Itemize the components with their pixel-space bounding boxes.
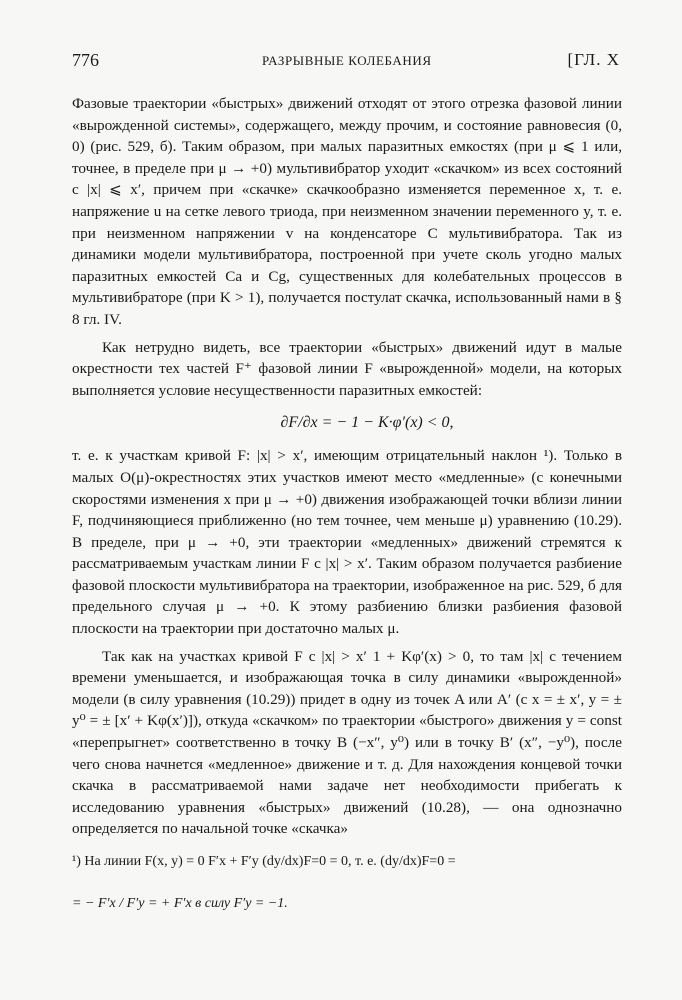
running-title: РАЗРЫВНЫЕ КОЛЕБАНИЯ	[262, 53, 432, 68]
page-number: 776	[72, 50, 99, 70]
page-header	[72, 50, 620, 74]
main-text	[72, 93, 622, 840]
chapter-label: [ГЛ. X	[567, 50, 620, 69]
footnote-line-2: = − F′x / F′y = + F′x в силу F′y = −1.	[72, 896, 288, 911]
paragraph-3: т. е. к участкам кривой F: |x| > x′, имеющим отрицательный наклон ¹). Только в малых O(μ)-окрестностях этих участков имеют место «медленные» (с конечными скоростями изменения x при μ → +0) движения изображающей точки вблизи линии F, подчиняющиеся приближенно (но тем точнее, чем меньше μ) уравнению (10.29). В пределе, при μ → +0, эти траектории «медленных» движений стремятся к рассматриваемым участкам линии F с |x| > x′. Таким образом получается разбиение фазовой плоскости мультивибратора на траектории, изображенное на рис. 529, б для предельного случая μ → +0. К этому разбиению близки разбиения фазовой плоскости на траектории при достаточно малых μ.	[72, 447, 622, 638]
paragraph-1: Фазовые траектории «быстрых» движений отходят от этого отрезка фазовой линии «вырожденной системы», содержащего, между прочим, и состояние равновесия (0, 0) (рис. 529, б). Таким образом, при малых паразитных емкостях (при μ ⩽ 1 или, точнее, в пределе при μ → +0) мультивибратор уходит «скачком» из всех состояний с |x| ⩽ x′, причем при «скачке» скачкообразно изменяется переменное x, т. е. напряжение u на сетке левого триода, при неизменном значении переменного y, т. е. при неизменном напряжении v на конденсаторе C мультивибратора. Так из динамики модели мультивибратора, построенной при учете сколь угодно малых паразитных емкостей Ca и Cg, существенных для колебательных процессов в мультивибраторе (при K > 1), получается постулат скачка, использованный нами в § 8 гл. IV.	[72, 95, 622, 328]
footnote	[72, 850, 632, 916]
paragraph-4: Так как на участках кривой F с |x| > x′ 1 + Kφ′(x) > 0, то там |x| с течением времени уменьшается, и изображающая точка в силу динамики «вырожденной» модели (в силу уравнения (10.29)) придет в одну из точек A или A′ (с x = ± x′, y = ± y⁰ = ± [x′ + Kφ(x′)]), откуда «скачком» по траектории «быстрого» движения y = const «перепрыгнет» соответственно в точку B (−x″, y⁰) или в точку B′ (x″, −y⁰), после чего снова начнется «медленное» движение и т. д. Для нахождения концевой точки скачка в рассматриваемой нами задаче нет необходимости прибегать к исследованию уравнения «быстрых» движений (10.28), — она однозначно определяется по начальной точке «скачка»	[72, 647, 622, 838]
footnote-line-1: ¹) На линии F(x, y) = 0 F′x + F′y (dy/dx)F=0 = 0, т. е. (dy/dx)F=0 =	[72, 854, 456, 869]
paragraph-2: Как нетрудно видеть, все траектории «быстрых» движений идут в малые окрестности тех частей F⁺ фазовой линии F «вырожденной» модели, на которых выполняется условие несущественности паразитных емкостей:	[72, 338, 622, 399]
formula-partial-derivative: ∂F/∂x = − 1 − K·φ′(x) < 0,	[280, 414, 454, 432]
